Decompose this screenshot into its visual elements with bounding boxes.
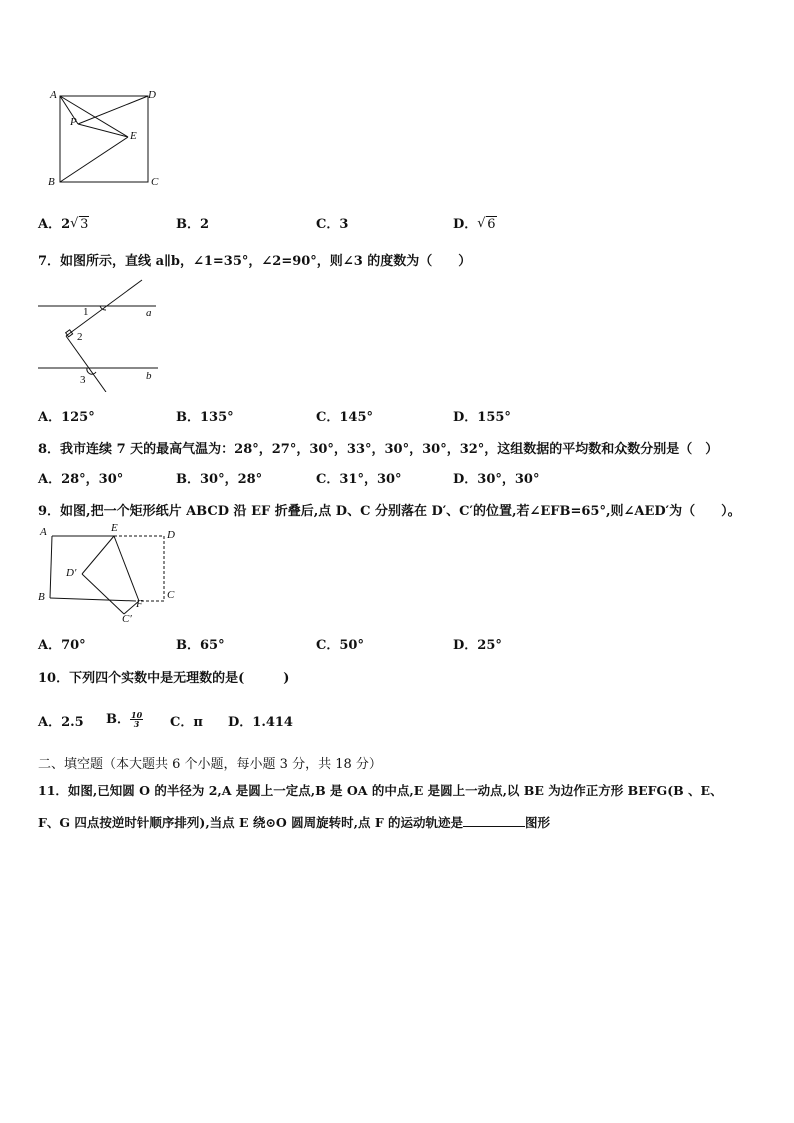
label-d: D: [148, 89, 156, 101]
line-b-label: b: [146, 370, 152, 382]
segment-pe: [78, 124, 128, 137]
label-f: F: [136, 598, 143, 610]
q8-option-c: C．31°，30°: [316, 472, 402, 487]
line-a-label: a: [146, 307, 152, 319]
label-d: D: [167, 529, 175, 541]
segment-d-prime-c-prime: [82, 574, 124, 614]
q10-option-b: B． $\frac{10}{3}$: [106, 710, 143, 729]
angle-2-label: 2: [77, 331, 83, 343]
label-c: C: [151, 176, 159, 188]
segment-pd: [78, 96, 148, 124]
q9-option-c: C．50°: [316, 638, 364, 653]
q7-option-a: A．125°: [38, 410, 95, 425]
q7-option-c: C．145°: [316, 410, 373, 425]
q10-option-a: A．2.5: [38, 715, 84, 730]
q8-stem: 8．我市连续 7 天的最高气温为：28°，27°，30°，33°，30°，30°，32°，这组数据的平均数和众数分别是（ ）: [38, 442, 719, 457]
segment-ab: [50, 536, 52, 598]
sqrt-symbol: √ 3: [70, 216, 89, 232]
label-b: B: [38, 591, 45, 603]
q9-option-a: A．70°: [38, 638, 86, 653]
q10-option-d: D．1.414: [228, 715, 293, 730]
q10-stem: 10．下列四个实数中是无理数的是( ): [38, 671, 290, 686]
q7-figure: [34, 276, 164, 392]
answer-blank[interactable]: [463, 814, 525, 827]
label-b: B: [48, 176, 55, 188]
angle-3-label: 3: [80, 374, 86, 386]
label-c: C: [167, 589, 175, 601]
transversal-upper: [66, 280, 142, 336]
q6-option-a: A．2 √ 3: [38, 216, 89, 232]
label-p: P: [70, 116, 77, 128]
q7-option-b: B．135°: [176, 410, 234, 425]
label-d-prime: D′: [66, 567, 77, 579]
q11-line2: F、G 四点按逆时针顺序排列),当点 E 绕⊙O 圆周旋转时,点 F 的运动轨迹是 图形: [38, 815, 551, 830]
q9-option-d: D．25°: [453, 638, 502, 653]
segment-bf: [50, 598, 136, 601]
sqrt-symbol: √ 6: [477, 216, 496, 232]
q6-option-d: D． √ 6: [453, 216, 496, 232]
transversal-lower: [66, 336, 106, 392]
q10-option-c: C．π: [170, 715, 203, 730]
label-e: E: [130, 130, 137, 142]
q7-stem: 7．如图所示，直线 a∥b，∠1=35°，∠2=90°，则∠3 的度数为（ ）: [38, 254, 472, 269]
segment-ef: [114, 536, 139, 601]
q6-option-b: B．2: [176, 217, 210, 232]
q9-option-b: B．65°: [176, 638, 225, 653]
label-a: A: [50, 89, 57, 101]
fraction: $\frac{10}{3}$: [131, 710, 143, 729]
q11-line1: 11．如图,已知圆 O 的半径为 2,A 是圆上一定点,B 是 OA 的中点,E 是圆上一动点,以 BE 为边作正方形 BEFG(B 、E、: [38, 783, 723, 798]
q7-option-d: D．155°: [453, 410, 511, 425]
label-a: A: [40, 526, 47, 538]
segment-ed-prime: [82, 536, 114, 574]
label-e: E: [111, 522, 118, 534]
segment-be: [60, 137, 128, 182]
q8-option-b: B．30°，28°: [176, 472, 263, 487]
section-heading: 二、填空题（本大题共 6 个小题，每小题 3 分，共 18 分）: [38, 757, 382, 772]
q8-option-a: A．28°，30°: [38, 472, 124, 487]
q6-option-c: C．3: [316, 217, 349, 232]
q9-stem: 9．如图,把一个矩形纸片 ABCD 沿 EF 折叠后,点 D、C 分别落在 D′、C′的位置,若∠EFB=65°,则∠AED′为（ ）。: [38, 504, 741, 519]
q9-figure: [36, 526, 186, 626]
q8-option-d: D．30°，30°: [453, 472, 540, 487]
label-c-prime: C′: [122, 613, 132, 625]
angle-1-label: 1: [83, 306, 89, 318]
